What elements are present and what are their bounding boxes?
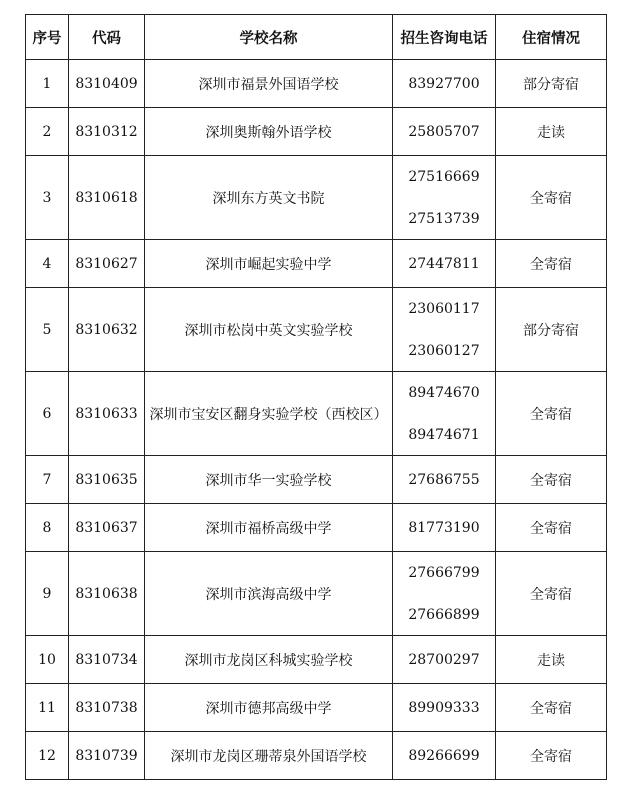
row-no: 9	[26, 552, 69, 636]
table-row	[26, 552, 607, 636]
row-boarding: 全寄宿	[496, 456, 607, 504]
table-row	[26, 240, 607, 288]
table-row	[26, 372, 607, 456]
phone-number: 89474671	[408, 426, 480, 443]
row-code: 8310734	[69, 636, 145, 684]
row-boarding: 走读	[496, 108, 607, 156]
row-no: 8	[26, 504, 69, 552]
table-row	[26, 108, 607, 156]
table-row	[26, 456, 607, 504]
row-phone	[393, 288, 496, 372]
school-table	[25, 14, 607, 780]
row-boarding: 全寄宿	[496, 372, 607, 456]
phone-number: 23060117	[408, 300, 480, 317]
row-no: 12	[26, 732, 69, 780]
phone-number: 89909333	[408, 699, 480, 716]
table-row	[26, 504, 607, 552]
row-no: 5	[26, 288, 69, 372]
row-school-name: 深圳市龙岗区珊蒂泉外国语学校	[145, 732, 393, 780]
row-phone	[393, 108, 496, 156]
header-school-name: 学校名称	[145, 15, 393, 60]
row-no: 4	[26, 240, 69, 288]
row-code: 8310638	[69, 552, 145, 636]
row-school-name: 深圳奥斯翰外语学校	[145, 108, 393, 156]
header-code: 代码	[69, 15, 145, 60]
phone-number: 27513739	[408, 210, 480, 227]
phone-number: 27516669	[408, 168, 480, 185]
row-boarding: 全寄宿	[496, 240, 607, 288]
row-school-name: 深圳市华一实验学校	[145, 456, 393, 504]
row-boarding: 全寄宿	[496, 504, 607, 552]
row-no: 1	[26, 60, 69, 108]
row-no: 2	[26, 108, 69, 156]
row-school-name: 深圳东方英文书院	[145, 156, 393, 240]
row-school-name: 深圳市福景外国语学校	[145, 60, 393, 108]
row-school-name: 深圳市宝安区翻身实验学校（西校区）	[145, 372, 393, 456]
table-row	[26, 684, 607, 732]
row-school-name: 深圳市龙岗区科城实验学校	[145, 636, 393, 684]
phone-number: 27686755	[408, 471, 480, 488]
row-code: 8310618	[69, 156, 145, 240]
phone-number: 27666899	[408, 606, 480, 623]
row-no: 10	[26, 636, 69, 684]
row-boarding: 部分寄宿	[496, 288, 607, 372]
row-code: 8310637	[69, 504, 145, 552]
table-row	[26, 156, 607, 240]
header-no: 序号	[26, 15, 69, 60]
table-row	[26, 60, 607, 108]
phone-number: 89266699	[408, 747, 480, 764]
school-table-container	[25, 14, 607, 780]
header-row	[26, 15, 607, 60]
row-phone	[393, 552, 496, 636]
phone-number: 89474670	[408, 384, 480, 401]
row-code: 8310739	[69, 732, 145, 780]
row-no: 7	[26, 456, 69, 504]
row-boarding: 走读	[496, 636, 607, 684]
row-code: 8310633	[69, 372, 145, 456]
row-school-name: 深圳市滨海高级中学	[145, 552, 393, 636]
phone-number: 25805707	[408, 123, 480, 140]
row-phone	[393, 732, 496, 780]
row-school-name: 深圳市德邦高级中学	[145, 684, 393, 732]
phone-number: 27666799	[408, 564, 480, 581]
phone-number: 23060127	[408, 342, 480, 359]
phone-number: 83927700	[408, 75, 480, 92]
phone-number: 81773190	[408, 519, 480, 536]
row-boarding: 全寄宿	[496, 732, 607, 780]
row-code: 8310409	[69, 60, 145, 108]
row-no: 11	[26, 684, 69, 732]
table-row	[26, 732, 607, 780]
row-boarding: 全寄宿	[496, 684, 607, 732]
table-row	[26, 288, 607, 372]
row-school-name: 深圳市松岗中英文实验学校	[145, 288, 393, 372]
row-boarding: 部分寄宿	[496, 60, 607, 108]
row-code: 8310632	[69, 288, 145, 372]
row-school-name: 深圳市福桥高级中学	[145, 504, 393, 552]
row-phone	[393, 636, 496, 684]
table-body	[26, 60, 607, 780]
row-boarding: 全寄宿	[496, 552, 607, 636]
row-code: 8310312	[69, 108, 145, 156]
row-phone	[393, 240, 496, 288]
phone-number: 27447811	[408, 255, 480, 272]
table-row	[26, 636, 607, 684]
row-no: 3	[26, 156, 69, 240]
phone-number: 28700297	[408, 651, 480, 668]
row-boarding: 全寄宿	[496, 156, 607, 240]
row-school-name: 深圳市崛起实验中学	[145, 240, 393, 288]
row-phone	[393, 684, 496, 732]
row-phone	[393, 456, 496, 504]
header-phone: 招生咨询电话	[393, 15, 496, 60]
row-phone	[393, 372, 496, 456]
row-code: 8310738	[69, 684, 145, 732]
row-phone	[393, 60, 496, 108]
row-phone	[393, 156, 496, 240]
row-phone	[393, 504, 496, 552]
header-boarding: 住宿情况	[496, 15, 607, 60]
row-code: 8310627	[69, 240, 145, 288]
row-no: 6	[26, 372, 69, 456]
table-header	[26, 15, 607, 60]
row-code: 8310635	[69, 456, 145, 504]
